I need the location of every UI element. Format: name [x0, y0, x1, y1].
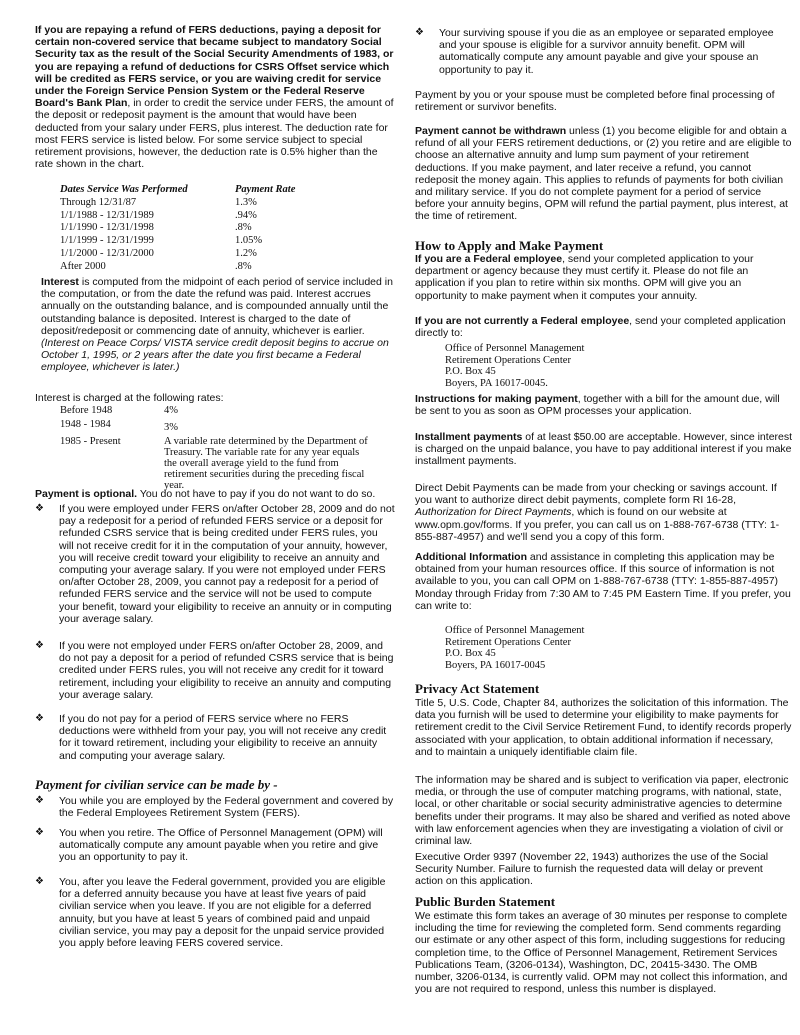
cell: 1/1/1999 - 12/31/1999	[60, 235, 154, 247]
interest-note: (Interest on Peace Corps/ VISTA service credit deposit begins to accrue on October 1, 1995, or 2 years after the date you first became a Federal employee, whichever is later.)	[41, 337, 389, 374]
mailing-address	[445, 343, 584, 389]
diamond-bullet-icon: ❖	[35, 876, 44, 887]
federal-bold: If you are a Federal employee	[415, 253, 563, 265]
additional-bold: Additional Information	[415, 551, 527, 563]
table-row	[60, 436, 380, 491]
address-line: Retirement Operations Center	[445, 354, 571, 366]
form-title: Authorization for Direct Payments	[415, 506, 572, 519]
list-item	[35, 827, 395, 864]
intro-text: , in order to credit the service under FERS, the amount of the deposit or redeposit payment is the amount that would have been deducted from your salary under FERS, plus interest. The deduction rate for most FERS service is listed below. For some service subject to special retirement provisions, however, the deduction rate is 0.5% higher than the rate shown in the chart.	[35, 97, 394, 171]
address-line: Boyers, PA 16017-0045.	[445, 377, 548, 389]
apply-heading: How to Apply and Make Payment	[415, 238, 604, 253]
privacy-paragraph: The information may be shared and is subject to verification via paper, electronic media, or through the use of computer matching programs, with national, state, local, or other charitable or social security administrative agencies to determine benefits under their programs. It may also be shared and verified as noted above with law enforcement agencies when they are investigating a violation of civil or criminal law.	[415, 774, 791, 848]
additional-info-paragraph	[415, 551, 793, 612]
bullet-text: You while you are employed by the Federal government and covered by the Federal Employees Retirement System (FERS).	[59, 795, 394, 820]
privacy-paragraph: Title 5, U.S. Code, Chapter 84, authorizes the solicitation of this information. The data you furnish will be used to determine your eligibility to make payments for retirement credit to the Civil Service Retirement Fund, to identify records properly associated with your application, to obtain additional information if necessary, and to maintain a uniquely identifiable claim file.	[415, 697, 792, 758]
optional-paragraph	[35, 488, 395, 500]
interest-rates-intro: Interest is charged at the following rates:	[35, 392, 224, 404]
col-header-rate: Payment Rate	[235, 184, 296, 195]
list-item	[35, 503, 395, 625]
withdrawn-text: unless (1) you become eligible for and obtain a refund of all your FERS retirement deductions, or (2) you retire and are eligible to choose an alternative annuity and lump sum payment of your retirement deductions. If you make payment, and later receive a refund, you cannot redeposit the money again. This applies to refunds of payments for both civilian and military service. If you do not complete payment for a period of service before your annuity begins, OPM will refund the partial payment, plus interest, at the time of retirement.	[415, 125, 792, 223]
diamond-bullet-icon: ❖	[35, 827, 44, 838]
bullet-text: If you do not pay for a period of FERS service where no FERS deductions were withheld from your pay, you will not receive any credit for it toward retirement, including your eligibility to receive an annuity and computing your average salary.	[59, 713, 387, 762]
cell: 1.3%	[235, 196, 257, 208]
installment-bold: Installment payments	[415, 431, 523, 443]
cell: 1/1/1990 - 12/31/1998	[60, 222, 154, 234]
cell: 1.05%	[235, 235, 263, 247]
address-line: P.O. Box 45	[445, 648, 496, 659]
additional-text: and assistance in completing this application may be obtained from your human resources office. If this source of information is not available to you, you can call OPM on 1-888-767-6738 (TTY: 1-855-887-4957) Monday through Friday from 7:30 AM to 7:45 PM Eastern Time. If you prefer, you can write to:	[415, 551, 791, 612]
table-row	[60, 405, 380, 416]
interest-paragraph	[41, 276, 397, 374]
cell: 1/1/1988 - 12/31/1989	[60, 209, 154, 221]
table-row	[60, 222, 360, 235]
interest-text: is computed from the midpoint of each period of service included in the computation, or from the date the refund was paid. Interest accrues annually on the outstanding balance, and is compounded annually until the outstanding balance is deposited. Interest is charged to the date of deposit/redeposit or commencing date of annuity, whichever is earlier.	[41, 276, 393, 337]
cell: .8%	[235, 222, 252, 234]
installment-paragraph	[415, 431, 793, 468]
table-header	[60, 184, 360, 197]
list-item	[415, 27, 785, 76]
table-row	[60, 235, 360, 248]
diamond-bullet-icon: ❖	[415, 27, 424, 38]
burden-heading: Public Burden Statement	[415, 894, 556, 909]
cell: 1985 - Present	[60, 436, 121, 447]
optional-text: You do not have to pay if you do not want to do so.	[137, 488, 376, 500]
bullet-text: You when you retire. The Office of Personnel Management (OPM) will automatically compute any amount payable when you retire and give you an opportunity to pay it.	[59, 827, 383, 864]
direct-debit-text: , which is found on our website at www.opm.gov/forms. If you prefer, you can call us on 1-888-767-6738 (TTY: 1-855-887-4957) and we'll send you a copy of this form.	[415, 506, 780, 543]
diamond-bullet-icon: ❖	[35, 795, 44, 806]
cell: A variable rate determined by the Department of Treasury. The variable rate for any year equals the overall average yield to the fund from retirement securities during the preceding fiscal year.	[164, 436, 368, 491]
table-row	[60, 197, 360, 210]
instructions-bold: Instructions for making payment	[415, 393, 578, 405]
bullet-text: You, after you leave the Federal government, provided you are eligible for a deferred annuity because you have at least five years of paid civilian service when you leave. If you are not eligible for a deferred annuity, but you have at least 5 years of combined paid and unpaid civilian service, you may pay a deposit for the unpaid service provided you apply before leaving FERS covered service.	[59, 876, 386, 950]
privacy-paragraph: Executive Order 9397 (November 22, 1943) authorizes the use of the Social Security Number. Failure to furnish the requested data will delay or prevent action on this application.	[415, 851, 769, 888]
cell: After 2000	[60, 260, 106, 272]
cell: Before 1948	[60, 405, 113, 416]
address-line: Boyers, PA 16017-0045	[445, 659, 546, 671]
list-item	[35, 640, 395, 701]
address-line: Office of Personnel Management	[445, 625, 585, 636]
interest-rates-table	[60, 405, 380, 491]
cell: 1.2%	[235, 247, 257, 259]
burden-paragraph: We estimate this form takes an average of 30 minutes per response to complete including the time for reviewing the completed form. Send comments regarding our estimate or any other aspect of this form, including suggestions for reducing completion time, to the Office of Personnel Management, Retirement Services Publications Team, (3206-0134), Washington, DC, 20415-3430. The OMB number, 3206-0134, is currently valid. OPM may not collect this information, and you are not required to respond, unless this number is displayed.	[415, 910, 788, 996]
instructions-text: , together with a bill for the amount due, will be sent to you as soon as OPM processes your application.	[415, 393, 780, 418]
direct-debit-text: Direct Debit Payments can be made from your checking or savings account. If you want to authorize direct debit payments, complete form RI 16-28,	[415, 482, 777, 507]
completion-paragraph: Payment by you or your spouse must be completed before final processing of retirement or survivor benefits.	[415, 89, 775, 114]
cell: 1948 - 1984	[60, 419, 111, 430]
instructions-paragraph	[415, 393, 793, 417]
address-line: P.O. Box 45	[445, 366, 496, 377]
diamond-bullet-icon: ❖	[35, 640, 44, 651]
direct-debit-paragraph	[415, 482, 793, 543]
table-row	[60, 419, 380, 433]
intro-paragraph	[35, 24, 395, 170]
cell: 4%	[164, 405, 178, 416]
bullet-text: Your surviving spouse if you die as an employee or separated employee and your spouse is eligible for a survivor annuity benefit. OPM will automatically compute any amount payable and give your spouse an opportunity to pay it.	[439, 27, 774, 76]
not-federal-paragraph	[415, 315, 793, 339]
list-item	[35, 876, 395, 949]
cell: 1/1/2000 - 12/31/2000	[60, 247, 154, 259]
not-federal-bold: If you are not currently a Federal employee	[415, 315, 630, 327]
civilian-heading: Payment for civilian service can be made by -	[35, 777, 278, 792]
bullet-text: If you were not employed under FERS on/after October 28, 2009, and do not pay a deposit for a period of refunded CSRS service that is being credited under FERS rules, you will not receive any credit for it toward retirement, including your eligibility to receive an annuity and computing your average salary.	[59, 640, 394, 701]
address-line: Retirement Operations Center	[445, 636, 571, 648]
cell: Through 12/31/87	[60, 196, 137, 208]
mailing-address	[445, 625, 584, 671]
table-row	[60, 248, 360, 261]
privacy-heading: Privacy Act Statement	[415, 681, 540, 696]
cell: 3%	[164, 422, 178, 433]
table-row	[60, 261, 360, 274]
cell: .94%	[235, 209, 257, 221]
col-header-dates: Dates Service Was Performed	[60, 184, 188, 195]
bullet-text: If you were employed under FERS on/after October 28, 2009 and do not pay a redeposit for a period of refunded FERS service or a deposit for refunded CSRS service that is being credited under FERS rules, you will not receive credit for it in the computation of your annuity, however, you will receive credit toward your eligibility to receive an annuity and computing your average salary. If you were not employed under FERS on/after October 28, 2009, you cannot pay a redeposit for a period of refunded FERS service and the service will not be used to compute your benefit, toward your eligibility to receive an annuity or in computing your average salary.	[59, 503, 395, 625]
interest-bold: Interest	[41, 276, 79, 288]
address-line: Office of Personnel Management	[445, 343, 585, 354]
cell: .8%	[235, 260, 252, 272]
not-federal-text: , send your completed application directly to:	[415, 315, 786, 340]
list-item	[35, 795, 395, 819]
diamond-bullet-icon: ❖	[35, 503, 44, 514]
federal-text: , send your completed application to your department or agency because they must certify it. Please do not file an application if you plan to retire within six months. OPM will give you an opportunity to make payment when it computes your annuity.	[415, 253, 754, 302]
list-item	[35, 713, 395, 762]
optional-bold: Payment is optional.	[35, 488, 138, 500]
diamond-bullet-icon: ❖	[35, 713, 44, 724]
withdrawn-bold: Payment cannot be withdrawn	[415, 125, 567, 137]
deduction-rate-table	[60, 184, 360, 274]
table-row	[60, 210, 360, 223]
installment-text: of at least $50.00 are acceptable. However, since interest is charged on the unpaid balance, you have to pay additional interest if you make installment payments.	[415, 431, 793, 468]
intro-bold: If you are repaying a refund of FERS deductions, paying a deposit for certain non-covered service that became subject to mandatory Social Security tax as the result of the Social Security Amendments of 1983, or you are repaying a refund of deductions for CSRS Offset service which will be credited as FERS service, or you are waiving credit for service under the Foreign Service Pension System or the Federal Reserve Board's Bank Plan	[35, 24, 394, 110]
federal-paragraph	[415, 253, 793, 302]
withdrawn-paragraph	[415, 125, 793, 223]
